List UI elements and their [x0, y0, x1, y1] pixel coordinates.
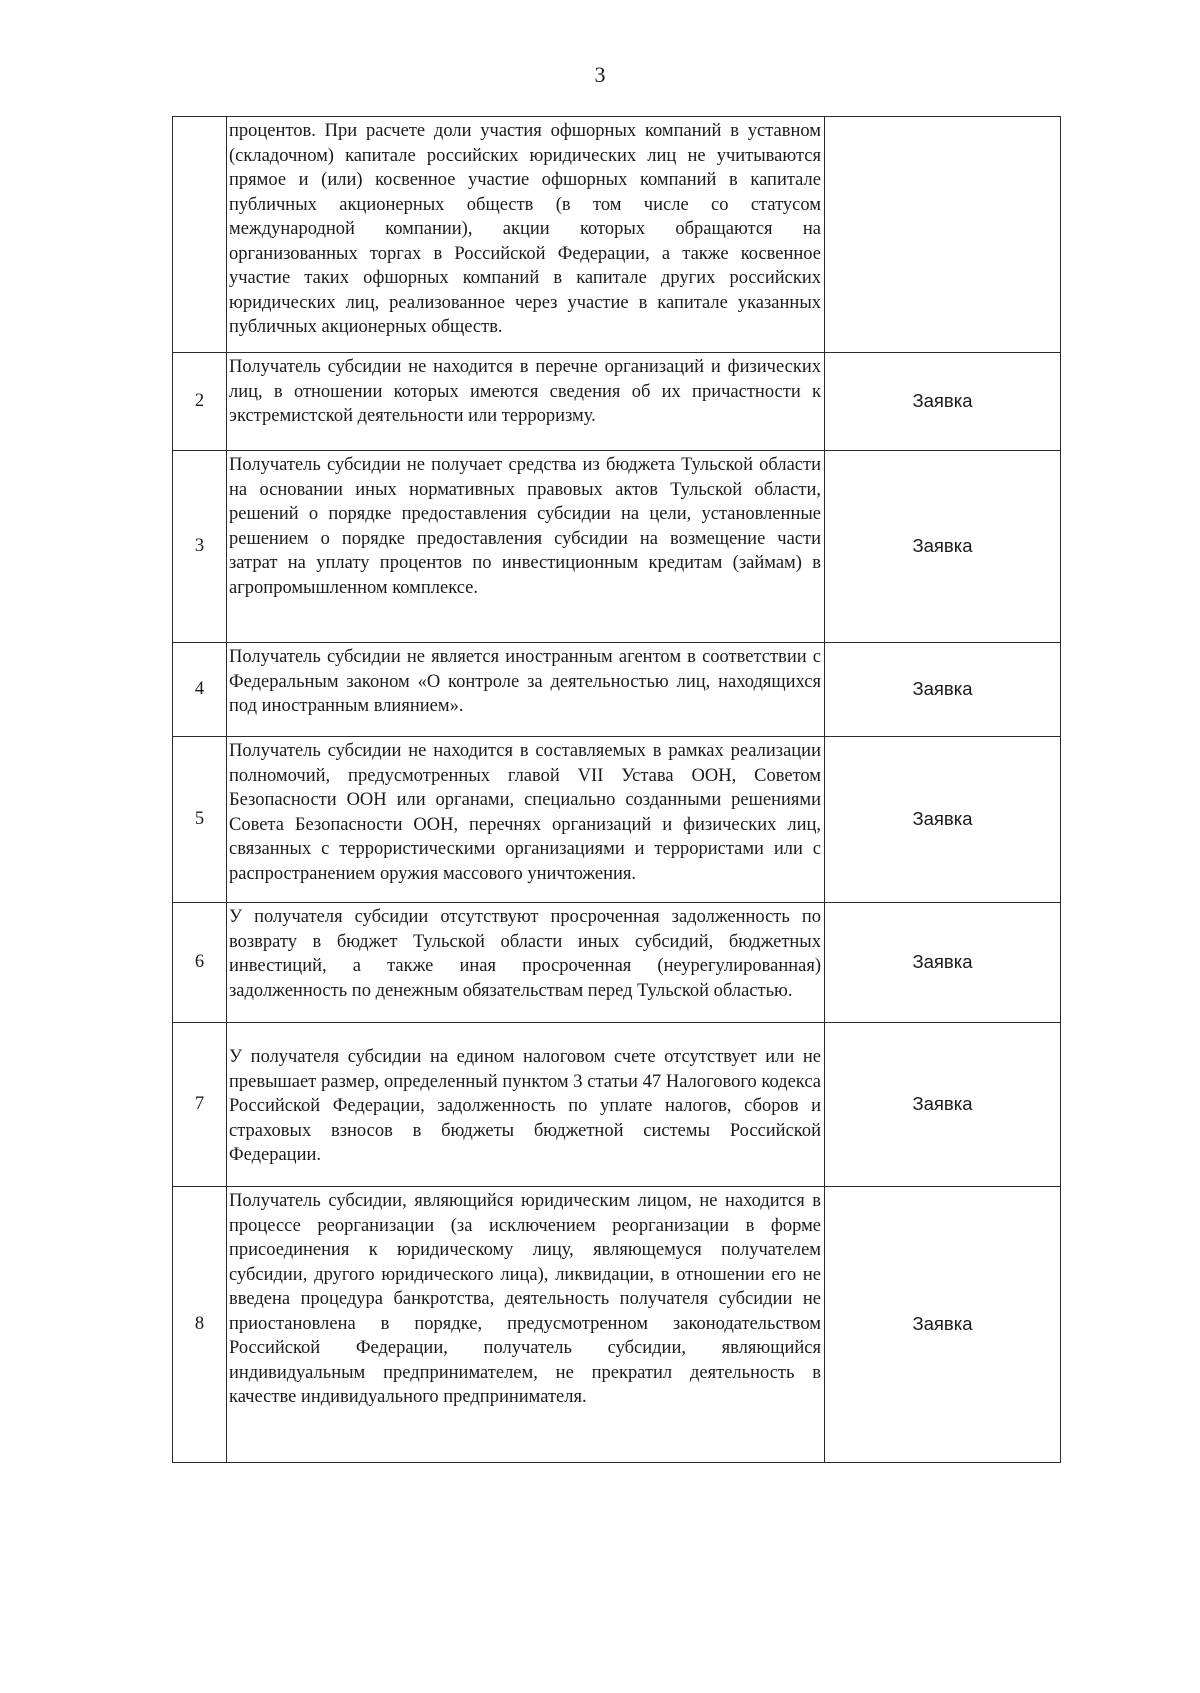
table-row — [173, 737, 1061, 903]
requirement-text: Получатель субсидии, являющийся юридическим лицом, не находится в процессе реорганизации (за исключением реорганизации в форме присоединения к юридическому лицу, являющемуся получателем субсидии, другого юридического лица), ликвидации, в отношении его не введена процедура банкротства, деятельность получателя субсидии не приостановлена в порядке, предусмотренном законодательством Российской Федерации, получатель субсидии, являющийся индивидуальным предпринимателем, не прекратил деятельность в качестве индивидуального предпринимателя. — [227, 1187, 825, 1463]
page-number: 3 — [594, 62, 606, 87]
table-row — [173, 353, 1061, 451]
document-cell: Заявка — [825, 1187, 1061, 1463]
requirement-text: У получателя субсидии на едином налоговом счете отсутствует или не превышает размер, определенный пунктом 3 статьи 47 Налогового кодекса Российской Федерации, задолженность по уплате налогов, сборов и страховых взносов в бюджеты бюджетной системы Российской Федерации. — [227, 1023, 825, 1187]
requirement-text: Получатель субсидии не находится в составляемых в рамках реализации полномочий, предусмотренных главой VII Устава ООН, Советом Безопасности ООН или органами, специально созданными решениями Совета Безопасности ООН, перечнях организаций и физических лиц, связанных с террористическими организациями и террористами или с распространением оружия массового уничтожения. — [227, 737, 825, 903]
requirement-text: процентов. При расчете доли участия офшорных компаний в уставном (складочном) капитале российских юридических лиц не учитываются прямое и (или) косвенное участие офшорных компаний в капитале публичных акционерных обществ (в том числе со статусом международной компании), акции которых обращаются на организованных торгах в Российской Федерации, а также косвенное участие таких офшорных компаний в капитале других российских юридических лиц, реализованное через участие в капитале указанных публичных акционерных обществ. — [227, 117, 825, 353]
document-cell: Заявка — [825, 451, 1061, 643]
table-row — [173, 117, 1061, 353]
row-number: 8 — [173, 1187, 227, 1463]
row-number: 4 — [173, 643, 227, 737]
document-cell: Заявка — [825, 737, 1061, 903]
row-number — [173, 117, 227, 353]
table-row — [173, 1023, 1061, 1187]
row-number: 7 — [173, 1023, 227, 1187]
requirement-text: Получатель субсидии не получает средства из бюджета Тульской области на основании иных нормативных правовых актов Тульской области, решений о порядке предоставления субсидии на цели, установленные решением о порядке предоставления субсидии на возмещение части затрат на уплату процентов по инвестиционным кредитам (займам) в агропромышленном комплексе. — [227, 451, 825, 643]
requirement-text: Получатель субсидии не является иностранным агентом в соответствии с Федеральным законом «О контроле за деятельностью лиц, находящихся под иностранным влиянием». — [227, 643, 825, 737]
requirement-text: У получателя субсидии отсутствуют просроченная задолженность по возврату в бюджет Тульской области иных субсидий, бюджетных инвестиций, а также иная просроченная (неурегулированная) задолженность по денежным обязательствам перед Тульской областью. — [227, 903, 825, 1023]
table-row — [173, 451, 1061, 643]
document-cell: Заявка — [825, 903, 1061, 1023]
document-cell: Заявка — [825, 643, 1061, 737]
document-cell: Заявка — [825, 353, 1061, 451]
document-cell — [825, 117, 1061, 353]
document-cell: Заявка — [825, 1023, 1061, 1187]
table-row — [173, 643, 1061, 737]
table-row — [173, 1187, 1061, 1463]
row-number: 6 — [173, 903, 227, 1023]
table-row — [173, 903, 1061, 1023]
requirements-table — [172, 116, 1061, 1463]
row-number: 2 — [173, 353, 227, 451]
row-number: 5 — [173, 737, 227, 903]
row-number: 3 — [173, 451, 227, 643]
requirement-text: Получатель субсидии не находится в перечне организаций и физических лиц, в отношении которых имеются сведения об их причастности к экстремистской деятельности или терроризму. — [227, 353, 825, 451]
